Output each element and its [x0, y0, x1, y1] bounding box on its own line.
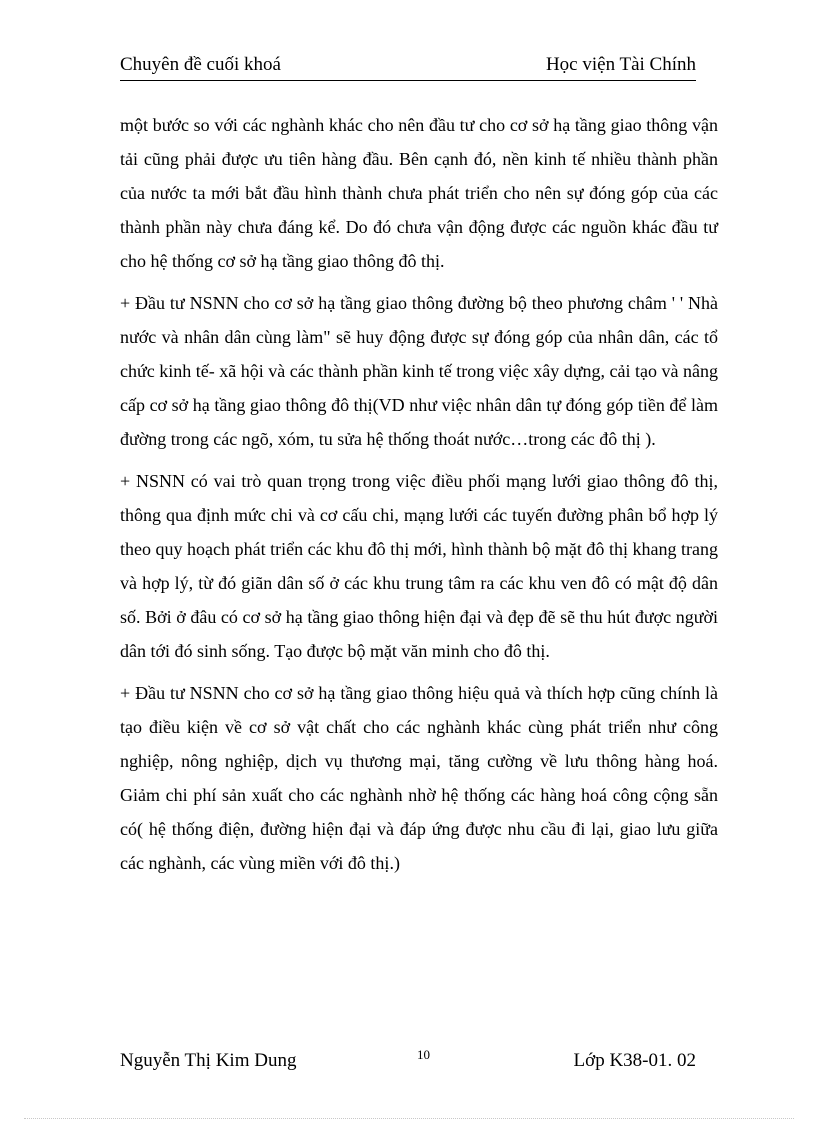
paragraph: + NSNN có vai trò quan trọng trong việc điều phối mạng lưới giao thông đô thị, thông qua định mức chi và cơ cấu chi, mạng lưới các tuyến đường phân bổ hợp lý theo quy hoạch phát triển các khu đô thị mới, hình thành bộ mặt đô thị khang trang và hợp lý, từ đó giãn dân số ở các khu trung tâm ra các khu ven đô có mật độ dân số. Bởi ở đâu có cơ sở hạ tầng giao thông hiện đại và đẹp đẽ sẽ thu hút được người dân tới đó sinh sống. Tạo được bộ mặt văn minh cho đô thị. [120, 471, 718, 661]
header-title: Chuyên đề cuối khoá [120, 54, 281, 75]
body-text [120, 108, 718, 888]
page-header [120, 50, 696, 81]
paragraph: + Đầu tư NSNN cho cơ sở hạ tầng giao thông đường bộ theo phương châm ' ' Nhà nước và nhân dân cùng làm" sẽ huy động được sự đóng góp của nhân dân, các tổ chức kinh tế- xã hội và các thành phần kinh tế trong việc xây dựng, cải tạo và nâng cấp cơ sở hạ tầng giao thông đô thị(VD như việc nhân dân tự đóng góp tiền để làm đường trong các ngõ, xóm, tu sửa hệ thống thoát nước…trong các đô thị ). [120, 293, 718, 449]
header-institution: Học viện Tài Chính [545, 54, 696, 75]
footer-class: Lớp K38-01. 02 [573, 1050, 696, 1071]
paragraph: một bước so với các nghành khác cho nên đầu tư cho cơ sở hạ tầng giao thông vận tải cũng phải được ưu tiên hàng đầu. Bên cạnh đó, nền kinh tế nhiều thành phần của nước ta mới bắt đầu hình thành chưa phát triển cho nên sự đóng góp của các thành phần này chưa đáng kể. Do đó chưa vận động được các nguồn khác đầu tư cho hệ thống cơ sở hạ tầng giao thông đô thị. [120, 115, 718, 271]
page-footer [120, 1047, 696, 1080]
page-number: 10 [417, 1047, 430, 1062]
page-edge-divider [24, 1118, 794, 1119]
paragraph: + Đầu tư NSNN cho cơ sở hạ tầng giao thông hiệu quả và thích hợp cũng chính là tạo điều kiện về cơ sở vật chất cho các nghành khác cùng phát triển như công nghiệp, nông nghiệp, dịch vụ thương mại, tăng cường về lưu thông hàng hoá. Giảm chi phí sản xuất cho các nghành nhờ hệ thống các hàng hoá công cộng sẵn có( hệ thống điện, đường hiện đại và đáp ứng được nhu cầu đi lại, giao lưu giữa các nghành, các vùng miền với đô thị.) [120, 683, 718, 873]
footer-author: Nguyễn Thị Kim Dung [120, 1050, 297, 1071]
